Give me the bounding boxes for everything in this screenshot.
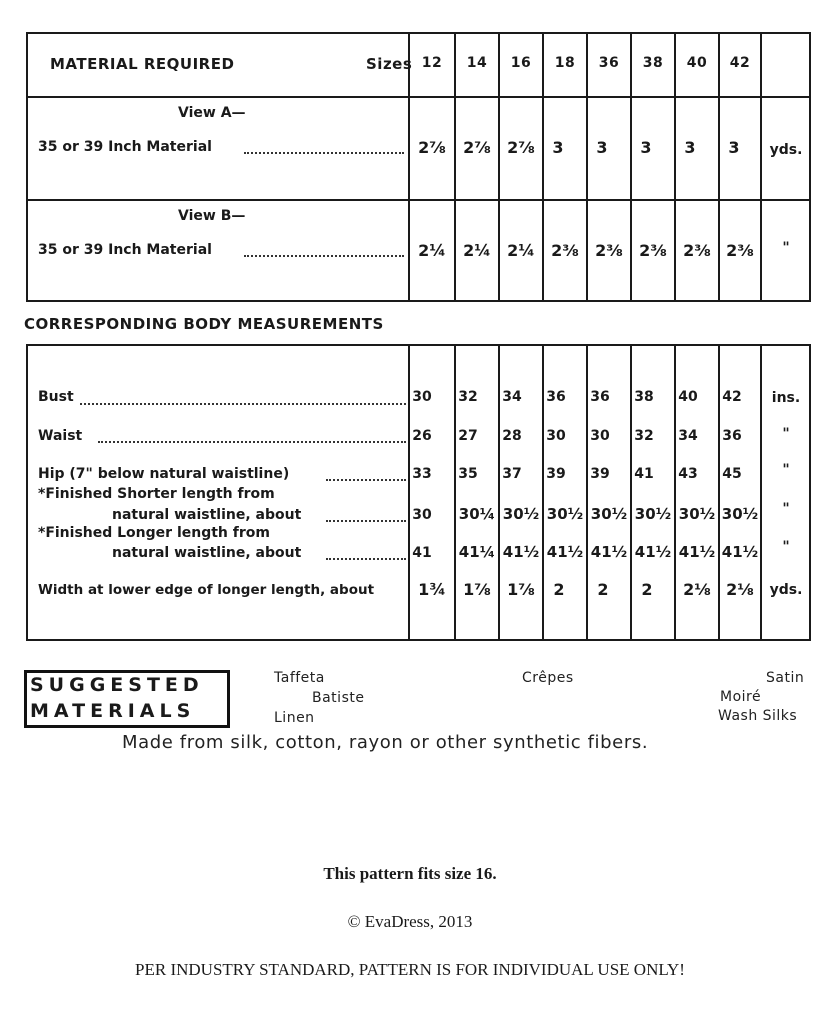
column-divider	[586, 32, 588, 302]
bust-value: 40	[678, 389, 698, 405]
leader-dots	[326, 479, 406, 481]
view-a-value: 3	[684, 138, 696, 157]
waist-value: 30	[590, 428, 610, 444]
shorter-length-value: 30½	[546, 505, 584, 523]
column-divider	[674, 32, 676, 302]
size-header: 38	[642, 55, 664, 71]
column-divider	[760, 32, 762, 302]
size-header: 42	[729, 55, 751, 71]
hip-unit: "	[782, 462, 790, 478]
hip-value: 41	[634, 466, 654, 482]
size-header: 12	[421, 55, 443, 71]
waist-value: 32	[634, 428, 654, 444]
fibers-note: Made from silk, cotton, rayon or other synthetic fibers.	[122, 732, 649, 753]
row-divider	[26, 96, 811, 98]
waist-value: 30	[546, 428, 566, 444]
leader-dots	[80, 403, 406, 405]
longer-length-value: 41½	[546, 543, 584, 561]
view-b-label: View B—	[178, 208, 246, 224]
material-linen: Linen	[274, 710, 315, 726]
longer-length-label-2: natural waistline, about	[112, 545, 302, 561]
size-header: 36	[598, 55, 620, 71]
view-b-value: 2⅜	[595, 241, 623, 260]
view-b-value: 2⅜	[639, 241, 667, 260]
view-a-unit: yds.	[769, 142, 803, 158]
shorter-length-value: 30½	[721, 505, 759, 523]
material-required-title: MATERIAL REQUIRED	[50, 55, 235, 73]
bust-value: 36	[546, 389, 566, 405]
view-b-material-label: 35 or 39 Inch Material	[38, 242, 212, 258]
longer-length-unit: "	[782, 539, 790, 555]
material-satin: Satin	[766, 670, 805, 686]
leader-dots	[244, 152, 404, 154]
hip-label: Hip (7" below natural waistline)	[38, 466, 290, 482]
leader-dots	[244, 255, 404, 257]
longer-length-value: 41½	[634, 543, 672, 561]
material-moire: Moiré	[720, 689, 762, 705]
width-value: 1⅞	[507, 580, 535, 599]
shorter-length-value: 30½	[590, 505, 628, 523]
hip-value: 33	[412, 466, 432, 482]
column-divider	[454, 32, 456, 302]
size-header: 16	[510, 55, 532, 71]
longer-length-value: 41½	[590, 543, 628, 561]
shorter-length-value: 30½	[678, 505, 716, 523]
width-value: 1¾	[418, 580, 446, 599]
material-wash-silks: Wash Silks	[718, 708, 798, 724]
longer-length-value: 41½	[502, 543, 540, 561]
shorter-length-value: 30½	[502, 505, 540, 523]
suggested-label: SUGGESTED	[30, 674, 204, 696]
view-a-value: 3	[552, 138, 564, 157]
bust-value: 38	[634, 389, 654, 405]
leader-dots	[326, 520, 406, 522]
column-divider	[630, 32, 632, 302]
bust-value: 32	[458, 389, 478, 405]
width-value: 2	[597, 580, 609, 599]
column-divider	[498, 32, 500, 302]
bust-value: 30	[412, 389, 432, 405]
waist-label: Waist	[38, 428, 83, 444]
row-divider	[26, 199, 811, 201]
width-value: 1⅞	[463, 580, 491, 599]
shorter-length-value: 30	[412, 507, 432, 523]
width-value: 2	[553, 580, 565, 599]
bust-value: 34	[502, 389, 522, 405]
width-label: Width at lower edge of longer length, about	[38, 582, 375, 598]
copyright: © EvaDress, 2013	[347, 912, 473, 931]
fit-note: This pattern fits size 16.	[323, 864, 497, 883]
width-value: 2⅛	[726, 580, 754, 599]
bust-unit: ins.	[771, 390, 801, 406]
longer-length-value: 41	[412, 545, 432, 561]
shorter-length-label: *Finished Shorter length from	[38, 486, 275, 502]
view-a-material-label: 35 or 39 Inch Material	[38, 139, 212, 155]
view-b-value: 2¼	[463, 241, 491, 260]
waist-value: 36	[722, 428, 742, 444]
waist-value: 34	[678, 428, 698, 444]
view-b-value: 2¼	[418, 241, 446, 260]
waist-value: 28	[502, 428, 522, 444]
shorter-length-unit: "	[782, 501, 790, 517]
leader-dots	[326, 558, 406, 560]
body-measurements-title: CORRESPONDING BODY MEASUREMENTS	[24, 315, 384, 333]
shorter-length-value: 30¼	[458, 505, 496, 523]
leader-dots	[98, 441, 406, 443]
view-b-value: 2¼	[507, 241, 535, 260]
view-a-value: 2⅞	[507, 138, 535, 157]
materials-label: MATERIALS	[30, 700, 196, 722]
material-batiste: Batiste	[312, 690, 365, 706]
bust-value: 42	[722, 389, 742, 405]
bust-label: Bust	[38, 389, 74, 405]
view-b-value: 2⅜	[683, 241, 711, 260]
shorter-length-value: 30½	[634, 505, 672, 523]
width-value: 2⅛	[683, 580, 711, 599]
width-unit: yds.	[769, 582, 803, 598]
longer-length-value: 41½	[678, 543, 716, 561]
material-crepes: Crêpes	[522, 670, 574, 686]
size-header: 40	[686, 55, 708, 71]
size-header: 18	[554, 55, 576, 71]
shorter-length-label-2: natural waistline, about	[112, 507, 302, 523]
view-b-value: 2⅜	[726, 241, 754, 260]
view-a-value: 3	[596, 138, 608, 157]
waist-unit: "	[782, 426, 790, 442]
longer-length-label: *Finished Longer length from	[38, 525, 270, 541]
view-a-label: View A—	[178, 105, 246, 121]
view-b-value: 2⅜	[551, 241, 579, 260]
hip-value: 43	[678, 466, 698, 482]
column-divider	[718, 32, 720, 302]
sizes-label: Sizes	[366, 55, 413, 73]
width-value: 2	[641, 580, 653, 599]
bust-value: 36	[590, 389, 610, 405]
size-header: 14	[466, 55, 488, 71]
waist-value: 26	[412, 428, 432, 444]
view-a-value: 3	[640, 138, 652, 157]
view-b-unit: "	[782, 240, 790, 256]
usage-notice: PER INDUSTRY STANDARD, PATTERN IS FOR INDIVIDUAL USE ONLY!	[135, 960, 685, 979]
hip-value: 37	[502, 466, 522, 482]
material-taffeta: Taffeta	[274, 670, 325, 686]
hip-value: 39	[546, 466, 566, 482]
hip-value: 39	[590, 466, 610, 482]
view-a-value: 3	[728, 138, 740, 157]
hip-value: 35	[458, 466, 478, 482]
column-divider	[542, 32, 544, 302]
view-a-value: 2⅞	[418, 138, 446, 157]
longer-length-value: 41½	[721, 543, 759, 561]
waist-value: 27	[458, 428, 478, 444]
hip-value: 45	[722, 466, 742, 482]
view-a-value: 2⅞	[463, 138, 491, 157]
longer-length-value: 41¼	[458, 543, 496, 561]
